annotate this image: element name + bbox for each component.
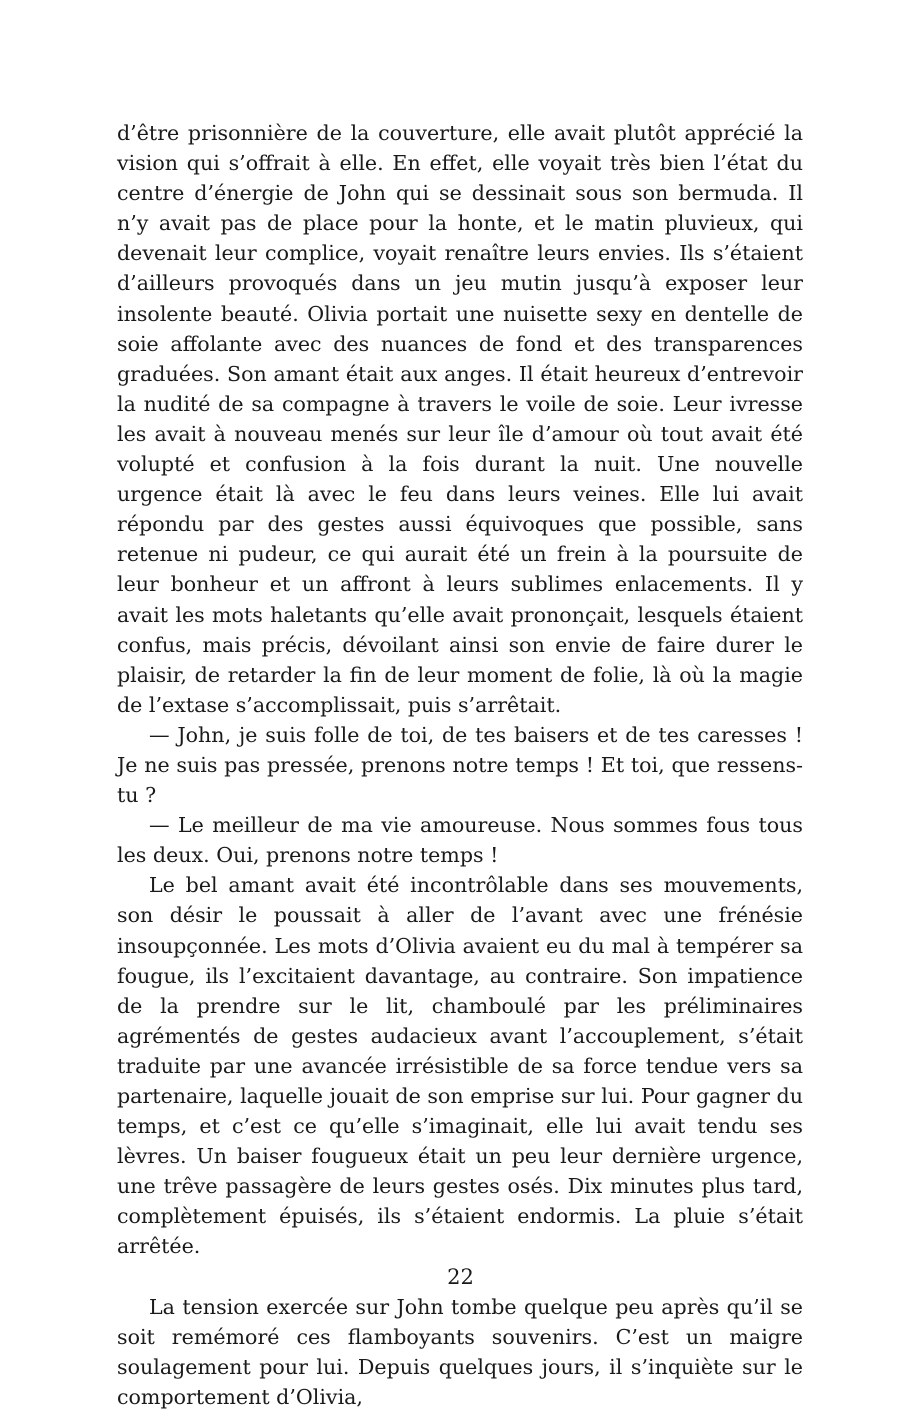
dialogue-olivia: — John, je suis folle de toi, de tes baisers et de tes caresses ! Je ne suis pas pressée, prenons notre temps ! Et toi, que ressens-tu ? bbox=[117, 722, 803, 808]
page-body bbox=[117, 118, 803, 1412]
paragraph-continuation: d’être prisonnière de la couverture, elle avait plutôt apprécié la vision qui s’offrait à elle. En effet, elle voyait très bien l’état du centre d’énergie de John qui se dessinait sous son bermuda. Il n’y avait pas de place pour la honte, et le matin pluvieux, qui devenait leur complice, voyait renaître leurs envies. Ils s’étaient d’ailleurs provoqués dans un jeu mutin jusqu’à exposer leur insolente beauté. Olivia portait une nuisette sexy en dentelle de soie affolante avec des nuances de fond et des transparences graduées. Son amant était aux anges. Il était heureux d’entrevoir la nudité de sa compagne à travers le voile de soie. Leur ivresse les avait à nouveau menés sur leur île d’amour où tout avait été volupté et confusion à la fois durant la nuit. Une nouvelle urgence était là avec le feu dans leurs veines. Elle lui avait répondu par des gestes aussi équivoques que possible, sans retenue ni pudeur, ce qui aurait été un frein à la poursuite de leur bonheur et un affront à leurs sublimes enlacements. Il y avait les mots haletants qu’elle avait prononçait, lesquels étaient confus, mais précis, dévoilant ainsi son envie de faire durer le plaisir, de retarder la fin de leur moment de folie, là où la magie de l’extase s’accomplissait, puis s’arrêtait. bbox=[117, 121, 803, 717]
page-number: 22 bbox=[447, 1265, 474, 1289]
dialogue-john: — Le meilleur de ma vie amoureuse. Nous sommes fous tous les deux. Oui, prenons notre temps ! bbox=[117, 813, 803, 868]
paragraph-new-section: La tension exercée sur John tombe quelque peu après qu’il se soit remémoré ces flamboyants souvenirs. C’est un maigre soulagement pour lui. Depuis quelques jours, il s’inquiète sur le comportement d’Olivia, bbox=[117, 1294, 803, 1409]
paragraph-narrative: Le bel amant avait été incontrôlable dans ses mouvements, son désir le poussait à aller de l’avant avec une frénésie insoupçonnée. Les mots d’Olivia avaient eu du mal à tempérer sa fougue, ils l’excitaient davantage, au contraire. Son impatience de la prendre sur le lit, chamboulé par les préliminaires agrémentés de gestes audacieux avant l’accouplement, s’était traduite par une avancée irrésistible de sa force tendue vers sa partenaire, laquelle jouait de son emprise sur lui. Pour gagner du temps, et c’est ce qu’elle s’imaginait, elle lui avait tendu ses lèvres. Un baiser fougueux était un peu leur dernière urgence, une trêve passagère de leurs gestes osés. Dix minutes plus tard, complètement épuisés, ils s’étaient endormis. La pluie s’était arrêtée. bbox=[117, 873, 803, 1259]
